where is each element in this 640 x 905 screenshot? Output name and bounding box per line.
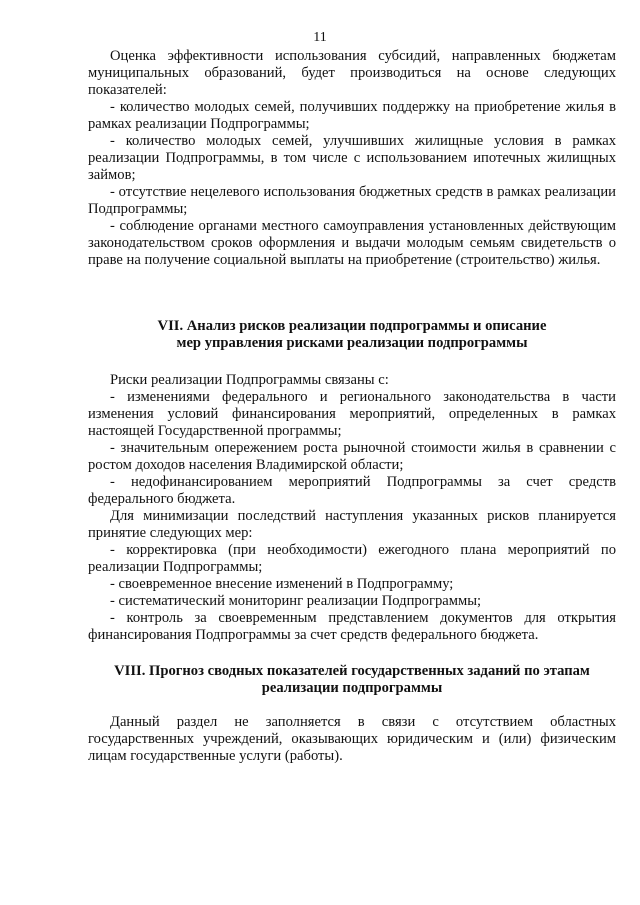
section-evaluation [88, 48, 616, 269]
heading-line: VII. Анализ рисков реализации подпрограммы и описание [157, 318, 547, 334]
heading-line: мер управления рисками реализации подпрограммы [176, 335, 528, 351]
section-forecast [88, 714, 616, 765]
list-item: - отсутствие нецелевого использования бюджетных средств в рамках реализации Подпрограммы; [88, 184, 616, 217]
list-item: - своевременное внесение изменений в Подпрограмму; [110, 576, 454, 592]
section-heading [88, 663, 616, 697]
section-risks [88, 372, 616, 644]
heading-line: VIII. Прогноз сводных показателей государственных заданий по этапам [114, 663, 590, 679]
list-item: - количество молодых семей, улучшивших жилищные условия в рамках реализации Подпрограммы, в том числе с использованием ипотечных жилищных займов; [88, 133, 616, 183]
page-number: 11 [313, 30, 327, 45]
list-item: - значительным опережением роста рыночной стоимости жилья в сравнении с ростом доходов населения Владимирской области; [88, 440, 616, 473]
list-item: - количество молодых семей, получивших поддержку на приобретение жилья в рамках реализации Подпрограммы; [88, 99, 616, 132]
list-item: - изменениями федерального и регионального законодательства в части изменения условий финансирования мероприятий, определенных в рамках настоящей Государственной программы; [88, 389, 616, 439]
list-item: - систематический мониторинг реализации Подпрограммы; [110, 593, 482, 609]
paragraph: Для минимизации последствий наступления указанных рисков планируется принятие следующих мер: [88, 508, 616, 541]
paragraph: Оценка эффективности использования субсидий, направленных бюджетам муниципальных образований, будет производиться на основе следующих показателей: [88, 48, 616, 98]
list-item: - недофинансированием мероприятий Подпрограммы за счет средств федерального бюджета. [88, 474, 616, 507]
paragraph: Данный раздел не заполняется в связи с отсутствием областных государственных учреждений, оказывающих юридическим и (или) физическим лицам государственные услуги (работы). [88, 714, 616, 764]
paragraph: Риски реализации Подпрограммы связаны с: [110, 372, 389, 388]
heading-line: реализации подпрограммы [261, 680, 443, 696]
list-item: - соблюдение органами местного самоуправления установленных действующим законодательством сроков оформления и выдачи молодым семьям свидетельств о праве на получение социальной выплаты на приобретение (строительство) жилья. [88, 218, 616, 268]
list-item: - контроль за своевременным представлением документов для открытия финансирования Подпрограммы за счет средств федерального бюджета. [88, 610, 616, 643]
section-heading [88, 318, 616, 352]
list-item: - корректировка (при необходимости) ежегодного плана мероприятий по реализации Подпрограммы; [88, 542, 616, 575]
